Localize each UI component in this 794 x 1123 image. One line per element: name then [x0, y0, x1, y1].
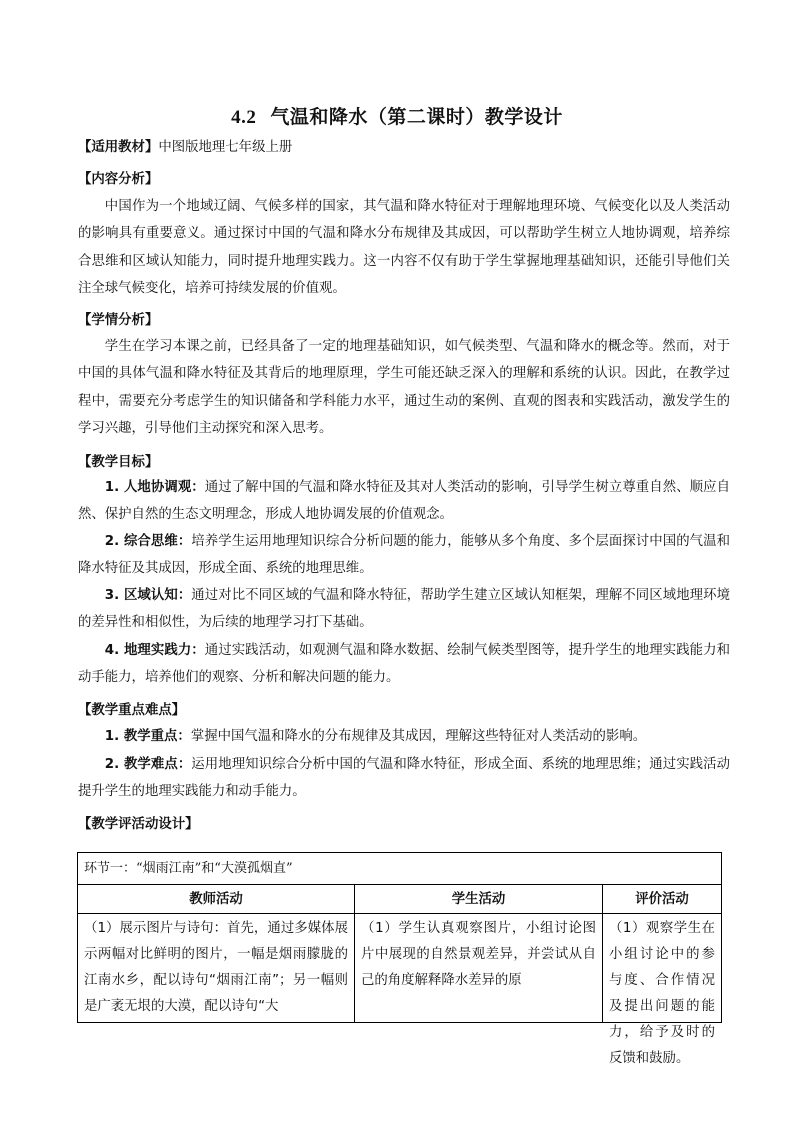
student-analysis-heading: 【学情分析】: [78, 313, 159, 328]
table-header-row: [78, 885, 721, 914]
goal-item: [78, 582, 730, 637]
title-number: 4.2: [231, 107, 257, 128]
activity-design-heading: 【教学评活动设计】: [78, 817, 199, 832]
goal-text: 培养学生运用地理知识综合分析问题的能力，能够从多个角度、多个层面探讨中国的气温和降水特征及其成因，形成全面、系统的地理思维。: [78, 534, 730, 577]
student-activity-cell: （1）学生认真观察图片，小组讨论图片中展现的自然景观差异，并尝试从自己的角度解释降水差异的原: [354, 914, 602, 1022]
key-point-item: [78, 723, 730, 750]
goal-item: [78, 637, 730, 692]
goal-text: 通过实践活动，如观测气温和降水数据、绘制气候类型图等，提升学生的地理实践能力和动手能力，培养他们的观察、分析和解决问题的能力。: [78, 643, 730, 686]
material-label: 【适用教材】: [78, 140, 159, 155]
material-line: [78, 138, 728, 158]
header-evaluation: 评价活动: [602, 885, 721, 913]
material-value: 中图版地理七年级上册: [158, 140, 293, 155]
key-point-label: 1. 教学重点：: [104, 729, 191, 744]
content-analysis-text: 中国作为一个地域辽阔、气候多样的国家，其气温和降水特征对于理解地理环境、气候变化以及人类活动的影响具有重要意义。通过探讨中国的气温和降水分布规律及其成因，可以帮助学生树立人地协调观，培养综合思维和区域认知能力，同时提升地理实践力。这一内容不仅有助于学生掌握地理基础知识，还能引导他们关注全球气候变化，培养可持续发展的价值观。: [78, 199, 730, 296]
evaluation-activity-cell: （1）观察学生在小组讨论中的参与度、合作情况及提出问题的能力，给予及时的反馈和鼓励。: [602, 914, 721, 1022]
key-point-text: 运用地理知识综合分析中国的气温和降水特征，形成全面、系统的地理思维；通过实践活动提升学生的地理实践能力和动手能力。: [78, 757, 730, 800]
key-point-item: [78, 751, 730, 806]
key-point-label: 2. 教学难点：: [104, 757, 192, 772]
page-title: [0, 102, 794, 129]
header-teacher: 教师活动: [189, 892, 243, 907]
teacher-activity-cell: （1）展示图片与诗句：首先，通过多媒体展示两幅对比鲜明的图片，一幅是烟雨朦胧的江南水乡，配以诗句“烟雨江南”；另一幅则是广袤无垠的大漠，配以诗句“大: [84, 921, 348, 1014]
table-section-title: 环节一：“烟雨江南”和“大漠孤烟直”: [78, 853, 721, 885]
title-text: 气温和降水（第二课时）教学设计: [270, 106, 563, 128]
header-student: 学生活动: [354, 885, 602, 913]
goal-label: 3. 区域认知：: [104, 588, 192, 603]
goal-text: 通过了解中国的气温和降水特征及其对人类活动的影响，引导学生树立尊重自然、顺应自然、保护自然的生态文明理念，形成人地协调发展的价值观念。: [78, 480, 730, 523]
activity-table: [77, 852, 722, 1066]
goal-text: 通过对比不同区域的气温和降水特征，帮助学生建立区域认知框架，理解不同区域地理环境的差异性和相似性，为后续的地理学习打下基础。: [78, 588, 730, 631]
goal-label: 2. 综合思维：: [104, 534, 192, 549]
goal-item: [78, 528, 730, 583]
student-analysis-text: 学生在学习本课之前，已经具备了一定的地理基础知识，如气候类型、气温和降水的概念等。然而，对于中国的具体气温和降水特征及其背后的地理原理，学生可能还缺乏深入的理解和系统的认识。因此，在教学过程中，需要充分考虑学生的知识储备和学科能力水平，通过生动的案例、直观的图表和实践活动，激发学生的学习兴趣，引导他们主动探究和深入思考。: [78, 339, 730, 436]
goal-label: 4. 地理实践力：: [104, 643, 205, 658]
key-point-text: 掌握中国气温和降水的分布规律及其成因，理解这些特征对人类活动的影响。: [190, 729, 647, 744]
content-analysis-heading: 【内容分析】: [78, 172, 159, 187]
goals-heading: 【教学目标】: [78, 455, 159, 470]
key-points-heading: 【教学重点难点】: [78, 703, 186, 718]
goal-item: [78, 474, 730, 529]
table-row: [78, 914, 721, 1066]
goal-label: 1. 人地协调观：: [104, 480, 205, 495]
